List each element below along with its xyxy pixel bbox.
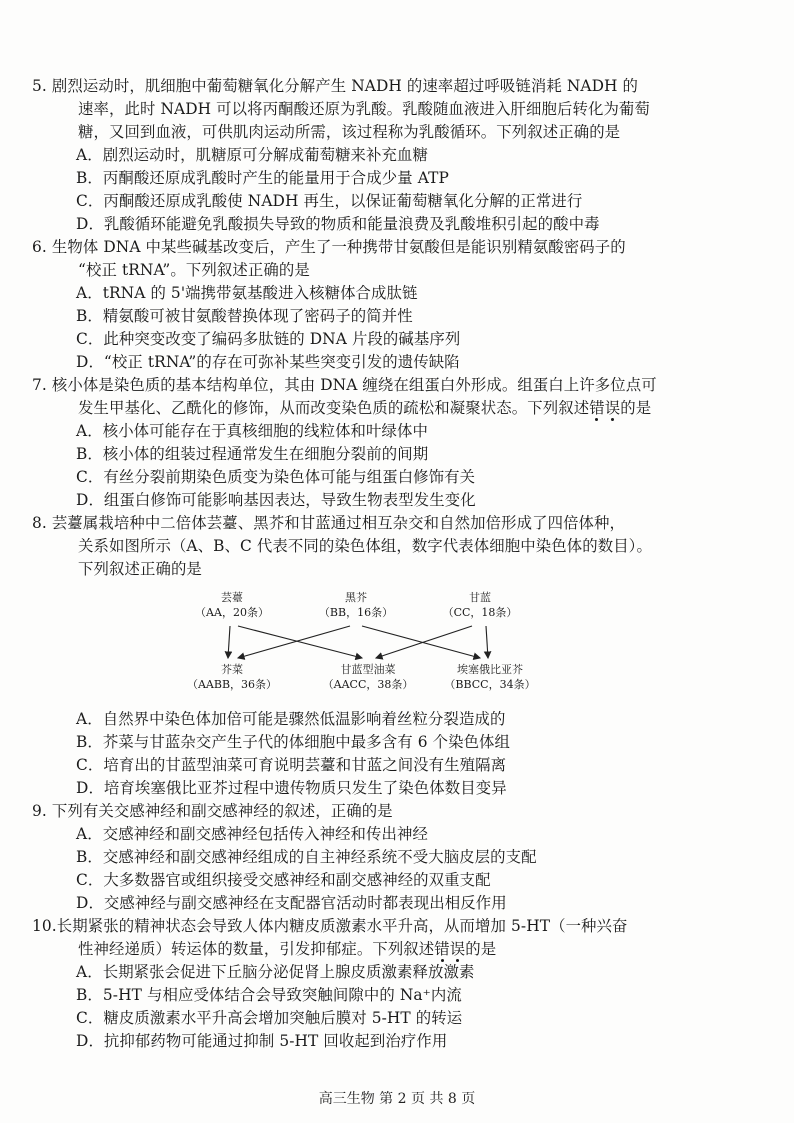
node-heijie: 黑芥 （BB，16条） xyxy=(318,591,394,619)
arrow-bb-to-bbcc xyxy=(362,626,480,658)
question-line: 关系如图所示（A、B、C 代表不同的染色体组，数字代表体细胞中染色体的数目）。 xyxy=(78,537,652,555)
node-ganlan: 甘蓝 （CC，18条） xyxy=(442,591,518,619)
answer-option: D．抗抑郁药物可能通过抑制 5-HT 回收起到治疗作用 xyxy=(76,1032,448,1050)
arrow-cc-to-bbcc xyxy=(486,626,488,658)
answer-option: D．乳酸循环能避免乳酸损失导致的物质和能量浪费及乳酸堆积引起的酸中毒 xyxy=(76,215,600,233)
answer-option: C．有丝分裂前期染色质变为染色体可能与组蛋白修饰有关 xyxy=(76,468,476,486)
answer-option: A．剧烈运动时，肌糖原可分解成葡萄糖来补充血糖 xyxy=(76,146,429,164)
node-yuntai: 芸薹 （AA，20条） xyxy=(195,591,269,619)
answer-option: B．核小体的组装过程通常发生在细胞分裂前的间期 xyxy=(76,445,429,463)
question-line: 糖，又回到血液，可供肌肉运动所需，该过程称为乳酸循环。下列叙述正确的是 xyxy=(78,123,621,141)
answer-option: B．5-HT 与相应受体结合会导致突触间隙中的 Na⁺内流 xyxy=(76,986,462,1004)
answer-option: A．tRNA 的 5'端携带氨基酸进入核糖体合成肽链 xyxy=(76,284,418,302)
page-footer: 高三生物 第 2 页 共 8 页 xyxy=(318,1091,476,1107)
answer-option: B．丙酮酸还原成乳酸时产生的能量用于合成少量 ATP xyxy=(76,169,449,187)
question-line: 发生甲基化、乙酰化的修饰，从而改变染色质的疏松和凝聚状态。下列叙述错误的是 xyxy=(78,399,652,417)
hybridization-diagram xyxy=(186,590,560,700)
answer-option: C．此种突变改变了编码多肽链的 DNA 片段的碱基序列 xyxy=(76,330,461,348)
answer-option: C．培育出的甘蓝型油菜可育说明芸薹和甘蓝之间没有生殖隔离 xyxy=(76,756,507,774)
arrow-cc-to-aacc xyxy=(376,626,472,658)
answer-option: A．核小体可能存在于真核细胞的线粒体和叶绿体中 xyxy=(76,422,429,440)
answer-option: D．组蛋白修饰可能影响基因表达，导致生物表型发生变化 xyxy=(76,491,476,509)
answer-option: A．交感神经和副交感神经包括传入神经和传出神经 xyxy=(76,825,429,843)
answer-option: C．大多数器官或组织接受交感神经和副交感神经的双重支配 xyxy=(76,871,491,889)
question-line: 9. 下列有关交感神经和副交感神经的叙述，正确的是 xyxy=(32,802,393,820)
arrow-aa-to-aabb xyxy=(228,626,230,658)
answer-option: A．长期紧张会促进下丘脑分泌促肾上腺皮质激素释放激素 xyxy=(76,963,475,981)
node-jiecai: 芥菜 （AABB，36条） xyxy=(186,663,278,691)
answer-option: B．交感神经和副交感神经组成的自主神经系统不受大脑皮层的支配 xyxy=(76,848,537,866)
question-line: “校正 tRNA”。下列叙述正确的是 xyxy=(78,261,310,279)
node-aisaie-jie: 埃塞俄比亚芥 （BBCC，34条） xyxy=(444,663,536,691)
question-line: 8. 芸薹属栽培种中二倍体芸薹、黑芥和甘蓝通过相互杂交和自然加倍形成了四倍体种， xyxy=(32,514,626,532)
question-line: 10.长期紧张的精神状态会导致人体内糖皮质激素水平升高，从而增加 5-HT（一种兴奋 xyxy=(32,917,628,935)
question-line: 6. 生物体 DNA 中某些碱基改变后，产生了一种携带甘氨酸但是能识别精氨酸密码子的 xyxy=(32,238,626,256)
answer-option: C．糖皮质激素水平升高会增加突触后膜对 5-HT 的转运 xyxy=(76,1009,463,1027)
question-line: 5. 剧烈运动时，肌细胞中葡萄糖氧化分解产生 NADH 的速率超过呼吸链消耗 NADH 的 xyxy=(32,77,639,95)
question-line: 7. 核小体是染色质的基本结构单位，其由 DNA 缠绕在组蛋白外形成。组蛋白上许多位点可 xyxy=(32,376,657,394)
answer-option: B．芥菜与甘蓝杂交产生子代的体细胞中最多含有 6 个染色体组 xyxy=(76,733,511,751)
answer-option: B．精氨酸可被甘氨酸替换体现了密码子的简并性 xyxy=(76,307,413,325)
answer-option: D．交感神经与副交感神经在支配器官活动时都表现出相反作用 xyxy=(76,894,507,912)
answer-option: D．“校正 tRNA”的存在可弥补某些突变引发的遗传缺陷 xyxy=(76,353,460,371)
answer-option: D．培育埃塞俄比亚芥过程中遗传物质只发生了染色体数目变异 xyxy=(76,779,507,797)
answer-option: A．自然界中染色体加倍可能是骤然低温影响着丝粒分裂造成的 xyxy=(76,710,506,728)
question-line: 速率，此时 NADH 可以将丙酮酸还原为乳酸。乳酸随血液进入肝细胞后转化为葡萄 xyxy=(78,100,650,118)
node-ganlan-youcai: 甘蓝型油菜 （AACC，38条） xyxy=(322,663,414,691)
question-line: 性神经递质）转运体的数量，引发抑郁症。下列叙述错误的是 xyxy=(78,940,497,958)
question-line: 下列叙述正确的是 xyxy=(78,560,202,578)
answer-option: C．丙酮酸还原成乳酸使 NADH 再生，以保证葡萄糖氧化分解的正常进行 xyxy=(76,192,583,210)
